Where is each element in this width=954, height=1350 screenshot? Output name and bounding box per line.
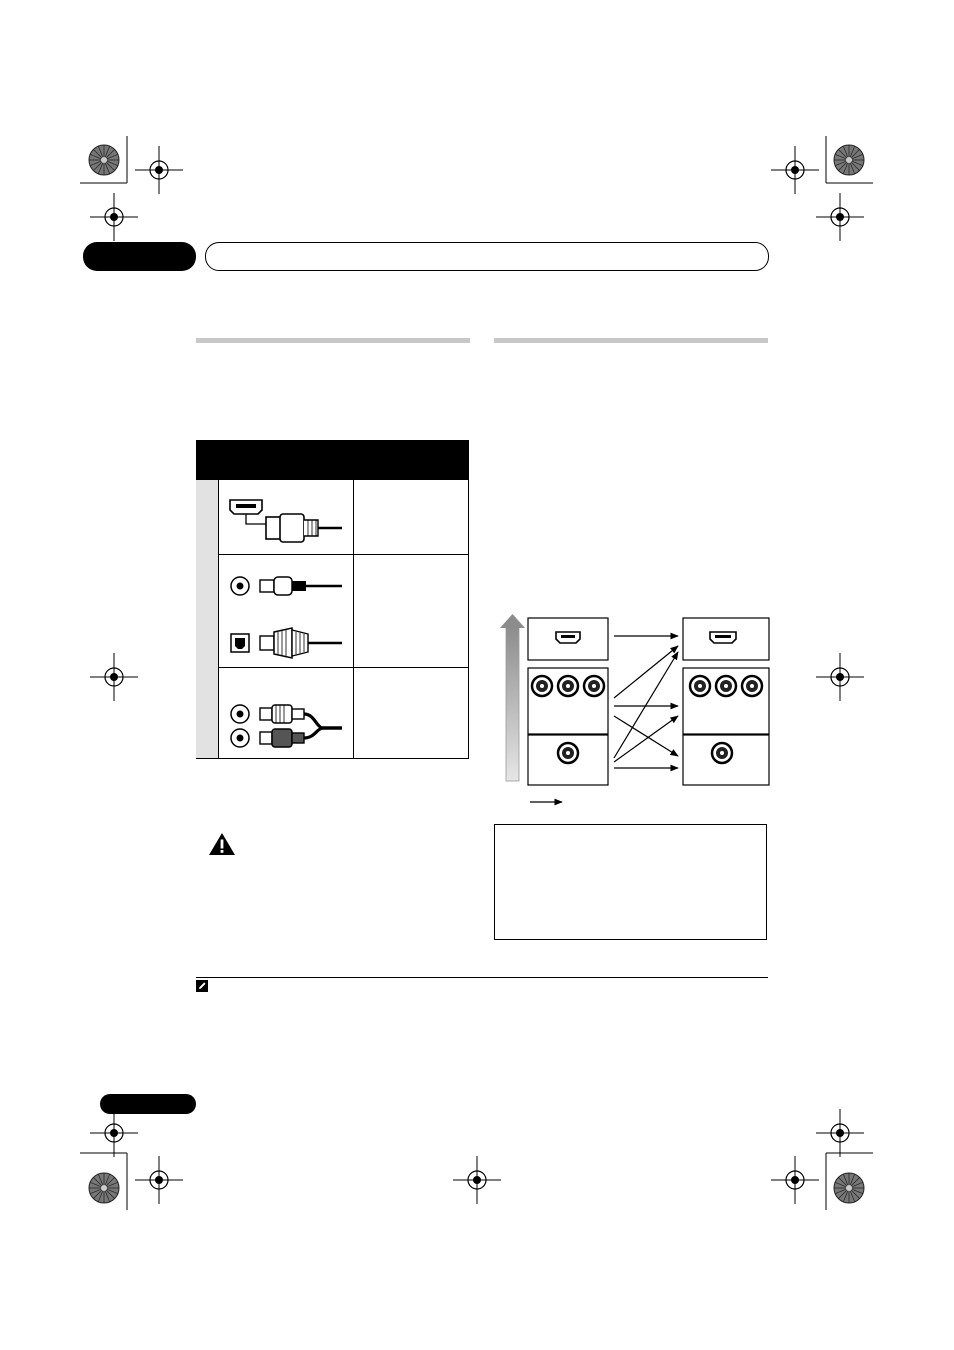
crosshair-mark-icon bbox=[453, 1156, 501, 1204]
composite-video-jack-icon bbox=[712, 743, 732, 763]
input-stack bbox=[528, 618, 608, 785]
optical-toslink-connector-icon bbox=[231, 628, 342, 658]
crosshair-mark-icon bbox=[771, 1156, 819, 1204]
page-number-tab bbox=[100, 1094, 196, 1114]
video-conversion-diagram bbox=[496, 612, 774, 812]
output-stack bbox=[683, 618, 769, 785]
table-header bbox=[196, 440, 469, 480]
component-video-jacks-icon bbox=[532, 676, 604, 696]
caution-warning-icon bbox=[208, 832, 236, 856]
connection-table bbox=[196, 440, 469, 759]
component-video-jacks-icon bbox=[690, 676, 762, 696]
header-title-frame bbox=[205, 242, 769, 271]
composite-video-jack-icon bbox=[558, 743, 578, 763]
hdmi-port-icon bbox=[710, 632, 736, 643]
crosshair-mark-icon bbox=[816, 653, 864, 701]
memo-note-icon bbox=[196, 980, 208, 992]
starburst-mark-icon bbox=[834, 1173, 864, 1203]
chapter-tab bbox=[83, 242, 196, 271]
hdmi-port-icon bbox=[556, 632, 580, 643]
digital-audio-connectors bbox=[222, 566, 347, 666]
crosshair-mark-icon bbox=[135, 146, 183, 194]
quality-side-bar bbox=[196, 480, 218, 758]
crosshair-mark-icon bbox=[90, 193, 138, 241]
starburst-mark-icon bbox=[834, 145, 864, 175]
crosshair-mark-icon bbox=[90, 1109, 138, 1157]
starburst-mark-icon bbox=[89, 1173, 119, 1203]
quality-up-arrow-icon bbox=[500, 614, 525, 781]
crosshair-mark-icon bbox=[816, 193, 864, 241]
note-box bbox=[494, 824, 767, 940]
footnote-rule bbox=[196, 977, 768, 978]
right-section-rule bbox=[494, 338, 768, 343]
crosshair-mark-icon bbox=[90, 653, 138, 701]
hdmi-connector-icon bbox=[222, 490, 347, 550]
starburst-mark-icon bbox=[89, 145, 119, 175]
left-section-rule bbox=[196, 338, 470, 343]
conversion-arrows bbox=[614, 636, 678, 768]
coaxial-rca-connector-icon bbox=[231, 577, 342, 595]
stereo-rca-connector-icon bbox=[222, 698, 347, 758]
crosshair-mark-icon bbox=[135, 1156, 183, 1204]
crosshair-mark-icon bbox=[771, 146, 819, 194]
crosshair-mark-icon bbox=[816, 1109, 864, 1157]
